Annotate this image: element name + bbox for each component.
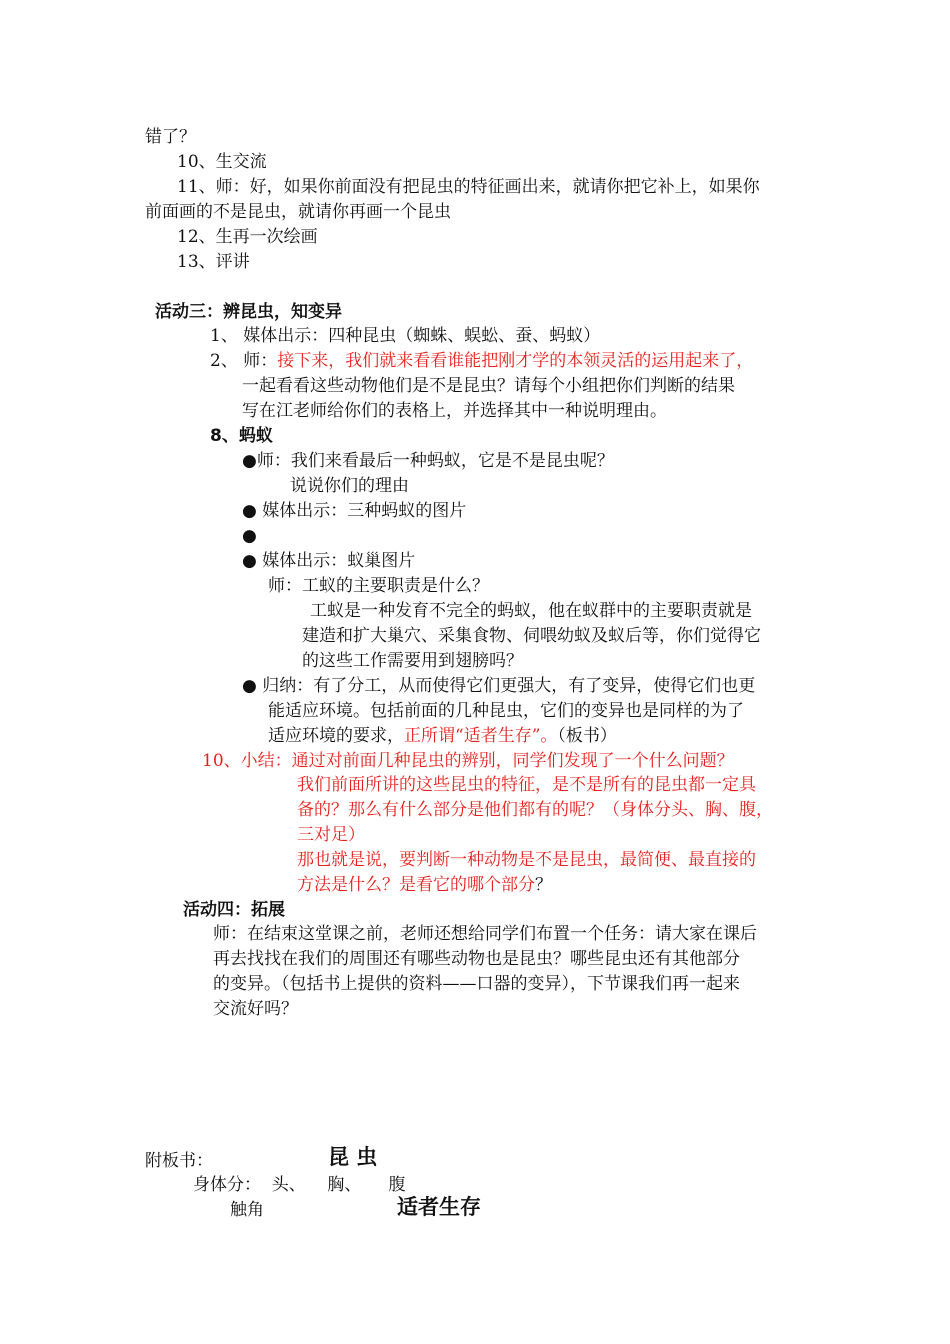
summary-line: 那也就是说，要判断一种动物是不是昆虫，最简便、最直接的 (297, 850, 756, 870)
bullet-conclusion-cont: 能适应环境。包括前面的几种昆虫，它们的变异也是同样的为了 (268, 701, 744, 721)
summary-line: 10、小结：通过对前面几种昆虫的辨别，同学们发现了一个什么问题？ (202, 751, 734, 771)
bullet-media-ants: ● 媒体出示：三种蚂蚁的图片 (242, 501, 467, 521)
bullet-conclusion: ● 归纳：有了分工，从而使得它们更强大，有了变异，使得它们也更 (242, 676, 756, 696)
step2-red-text: 接下来，我们就来看看谁能把刚才学的本领灵活的运用起来了， (277, 351, 754, 371)
sub-heading-ant: 8、蚂蚁 (210, 426, 273, 446)
summary-line: 备的？那么有什么部分是他们都有的呢？（身体分头、胸、腹， (297, 800, 773, 820)
answer-worker-cont: 的这些工作需要用到翅膀吗？ (302, 651, 523, 671)
board-body-parts: 身体分： 头、 胸、 腹 (193, 1175, 406, 1195)
intro-line: 错了？ (145, 127, 196, 147)
summary-line: 三对足） (297, 825, 365, 845)
activity4-heading: 活动四：拓展 (183, 900, 285, 920)
intro-item-10: 10、生交流 (177, 152, 267, 172)
step2-prefix: 2、 师： (210, 351, 278, 371)
board-antenna: 触角 (230, 1200, 264, 1220)
teacher-question-worker: 师：工蚁的主要职责是什么？ (268, 576, 489, 596)
summary-line: 我们前面所讲的这些昆虫的特征，是不是所有的昆虫都一定具 (297, 775, 756, 795)
conclusion-red: 正所谓“适者生存”。 (404, 726, 558, 746)
intro-item-11-cont: 前面画的不是昆虫，就请你再画一个昆虫 (145, 202, 451, 222)
board-label: 附板书： (145, 1151, 213, 1171)
intro-item-12: 12、生再一次绘画 (177, 227, 318, 247)
activity3-step-1: 1、 媒体出示：四种昆虫（蜘蛛、蜈蚣、蚕、蚂蚁） (210, 326, 601, 346)
bullet-teacher-question-cont: 说说你们的理由 (290, 476, 409, 496)
activity4-paragraph: 师：在结束这堂课之前，老师还想给同学们布置一个任务：请大家在课后 (213, 924, 757, 944)
intro-item-13: 13、评讲 (177, 252, 250, 272)
activity3-heading: 活动三：辨昆虫，知变异 (155, 302, 342, 322)
activity4-paragraph: 的变异。（包括书上提供的资料——口器的变异），下节课我们再一起来 (213, 974, 740, 994)
intro-item-11: 11、师：好，如果你前面没有把昆虫的特征画出来，就请你把它补上，如果你 (177, 177, 760, 197)
conclusion-tail: （板书） (557, 726, 617, 746)
bullet-empty: ● (242, 526, 257, 546)
board-title: 昆 虫 (328, 1145, 378, 1169)
activity3-step-2 (210, 350, 753, 372)
summary-line (297, 874, 552, 896)
bullet-media-nest: ● 媒体出示：蚁巢图片 (242, 551, 416, 571)
activity4-paragraph: 交流好吗？ (213, 999, 298, 1019)
activity4-paragraph: 再去找找在我们的周围还有哪些动物也是昆虫？哪些昆虫还有其他部分 (213, 949, 740, 969)
bullet-conclusion-cont (268, 725, 617, 747)
activity3-step-2-cont: 一起看看这些动物他们是不是昆虫？请每个小组把你们判断的结果 (242, 376, 735, 396)
conclusion-black: 适应环境的要求， (268, 726, 404, 746)
board-motto: 适者生存 (397, 1195, 481, 1219)
activity3-step-2-cont: 写在江老师给你们的表格上，并选择其中一种说明理由。 (242, 401, 667, 421)
answer-worker: 工蚁是一种发育不完全的蚂蚁，他在蚁群中的主要职责就是 (310, 601, 752, 621)
answer-worker-cont: 建造和扩大巢穴、采集食物、伺喂幼蚁及蚁后等，你们觉得它 (302, 626, 761, 646)
bullet-teacher-question: ●师：我们来看最后一种蚂蚁，它是不是昆虫呢？ (242, 451, 614, 471)
summary-tail: ？ (535, 875, 552, 895)
summary-red: 方法是什么？是看它的哪个部分 (297, 875, 535, 895)
